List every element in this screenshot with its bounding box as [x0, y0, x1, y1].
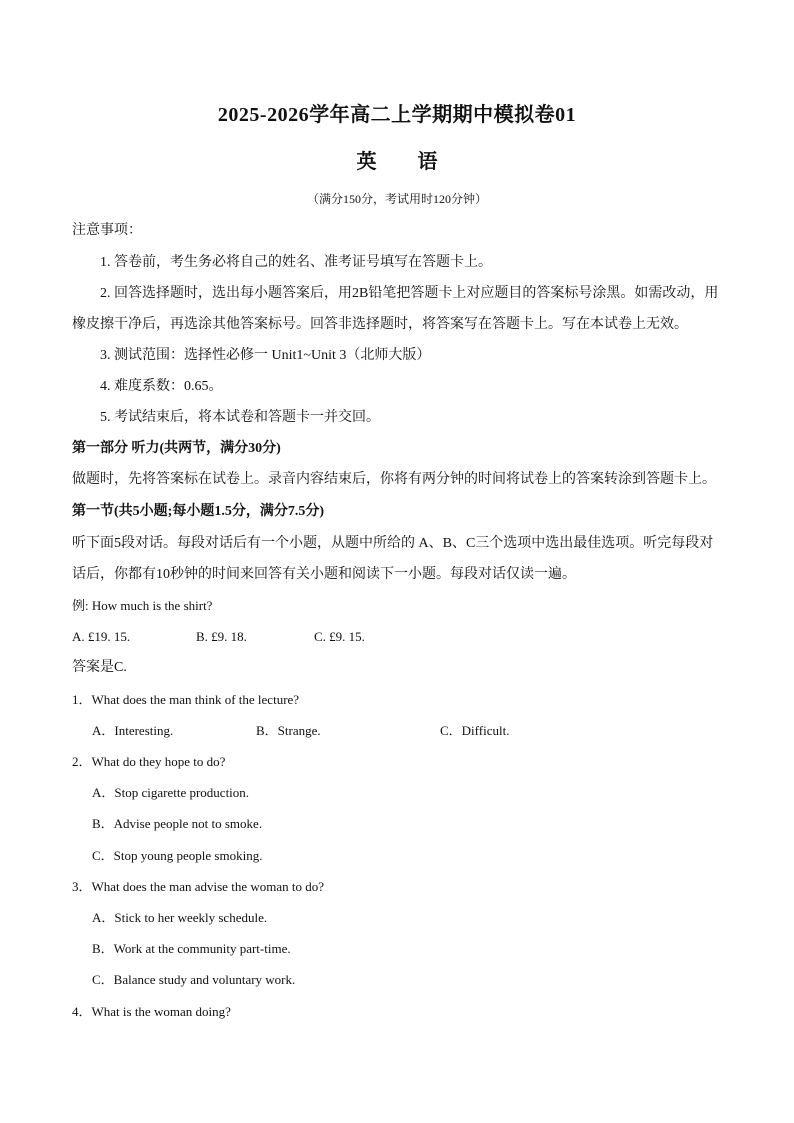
notice-item-3: 3. 测试范围：选择性必修一 Unit1~Unit 3（北师大版） [100, 348, 431, 363]
exam-meta: （满分150分，考试用时120分钟） [306, 192, 487, 206]
example-answer: 答案是C. [72, 660, 127, 675]
section1-heading: 第一节(共5小题;每小题1.5分，满分7.5分) [72, 504, 324, 519]
q2-option-b: B．Advise people not to smoke. [92, 816, 263, 831]
q2-option-a: A．Stop cigarette production. [92, 785, 250, 800]
notice-item-5: 5. 考试结束后，将本试卷和答题卡一并交回。 [100, 410, 380, 425]
question-2: 2．What do they hope to do? [72, 754, 226, 769]
example-option-a: A. £19. 15. [72, 629, 131, 644]
part1-intro: 做题时，先将答案标在试卷上。录音内容结束后，你将有两分钟的时间将试卷上的答案转涂到答题卡上。 [72, 472, 716, 487]
exam-title: 2025-2026学年高二上学期期中模拟卷01 [217, 104, 577, 126]
section1-intro-1: 听下面5段对话。每段对话后有一个小题，从题中所给的 A、B、C三个选项中选出最佳选项。听完每段对 [72, 536, 714, 551]
question-1: 1．What does the man think of the lecture? [72, 692, 300, 707]
notice-item-4: 4. 难度系数：0.65。 [100, 379, 223, 394]
notice-item-2-cont: 橡皮擦干净后，再选涂其他答案标号。回答非选择题时，将答案写在答题卡上。写在本试卷上无效。 [72, 317, 688, 332]
example-option-c: C. £9. 15. [314, 629, 365, 644]
notice-item-2: 2. 回答选择题时，选出每小题答案后，用2B铅笔把答题卡上对应题目的答案标号涂黑。如需改动，用 [100, 286, 719, 301]
q3-option-c: C．Balance study and voluntary work. [92, 972, 296, 987]
q1-option-b: B．Strange. [256, 723, 321, 738]
q3-option-b: B．Work at the community part-time. [92, 941, 291, 956]
q3-option-a: A．Stick to her weekly schedule. [92, 910, 268, 925]
example-option-b: B. £9. 18. [196, 629, 247, 644]
part1-heading: 第一部分 听力(共两节，满分30分) [72, 441, 281, 456]
question-3: 3．What does the man advise the woman to do? [72, 879, 324, 894]
q1-option-c: C．Difficult. [440, 723, 510, 738]
q1-option-a: A．Interesting. [92, 723, 174, 738]
subject-title: 英 语 [356, 151, 456, 173]
example-question: 例: How much is the shirt? [72, 598, 213, 613]
notice-heading: 注意事项： [72, 223, 142, 238]
section1-intro-2: 话后，你都有10秒钟的时间来回答有关小题和阅读下一小题。每段对话仅读一遍。 [72, 567, 576, 582]
q2-option-c: C．Stop young people smoking. [92, 848, 263, 863]
question-4: 4．What is the woman doing? [72, 1004, 231, 1019]
notice-item-1: 1. 答卷前，考生务必将自己的姓名、准考证号填写在答题卡上。 [100, 255, 492, 270]
